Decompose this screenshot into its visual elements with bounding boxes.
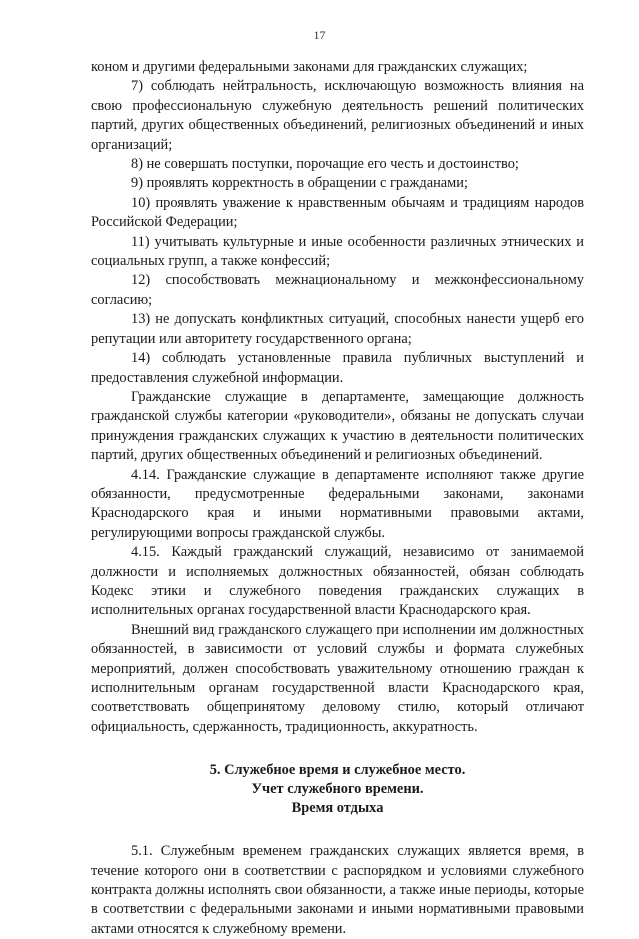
paragraph: 12) способствовать межнациональному и межконфессиональному согласию; xyxy=(91,272,584,308)
paragraph-group-bottom xyxy=(91,842,584,939)
paragraph: 8) не совершать поступки, порочащие его честь и достоинство; xyxy=(131,156,519,173)
document-body xyxy=(91,58,584,939)
paragraph: 4.14. Гражданские служащие в департаменте исполняют также другие обязанности, предусмотренные федеральными законами, законами Краснодарского края и иными нормативными правовыми актами, регулирующими вопросы гражданской службы. xyxy=(91,466,584,541)
paragraph: 14) соблюдать установленные правила публичных выступлений и предоставления служебной информации. xyxy=(91,350,584,386)
paragraph: 11) учитывать культурные и иные особенности различных этнических и социальных групп, а также конфессий; xyxy=(91,233,584,270)
paragraph: 10) проявлять уважение к нравственным обычаям и традициям народов Российской Федерации; xyxy=(91,194,584,231)
paragraph: 13) не допускать конфликтных ситуаций, способных нанести ущерб его репутации или авторитету государственного органа; xyxy=(91,311,584,347)
paragraph: Гражданские служащие в департаменте, замещающие должность гражданской службы категории «руководители», обязаны не допускать случаи принуждения гражданских служащих к участию в деятельности политических партий, других общественных объединений и религиозных объединений. xyxy=(91,388,584,464)
paragraph: коном и другими федеральными законами для гражданских служащих; xyxy=(91,59,528,75)
section-heading-line-3: Время отдыха xyxy=(291,800,384,817)
paragraph: 5.1. Служебным временем гражданских служащих является время, в течение которого они в соответствии с распорядком и условиями служебного контракта должны исполнять свои обязанности, а также иные периоды, которые в соответствии с федеральными законами и иными нормативными правовыми актами относятся к служебному времени. xyxy=(91,843,584,937)
paragraph: 9) проявлять корректность в обращении с гражданами; xyxy=(131,175,468,192)
section-heading xyxy=(91,761,584,818)
section-heading-line-2: Учет служебного времени. xyxy=(251,781,424,798)
page-number: 17 xyxy=(313,28,326,42)
paragraph: Внешний вид гражданского служащего при исполнении им должностных обязанностей, в зависимости от условий службы и формата служебных мероприятий, должен способствовать уважительному отношению граждан к исполнительным органам государственной власти Краснодарского края, соответствовать общепринятому деловому стилю, который отличают официальность, сдержанность, традиционность, аккуратность. xyxy=(91,621,584,735)
paragraph-group-top xyxy=(91,58,584,737)
paragraph: 7) соблюдать нейтральность, исключающую возможность влияния на свою профессиональную служебную деятельность решений политических партий, других общественных объединений, религиозных объединений и иных организаций; xyxy=(91,78,584,153)
paragraph: 4.15. Каждый гражданский служащий, независимо от занимаемой должности и исполняемых должностных обязанностей, обязан соблюдать Кодекс этики и служебного поведения гражданских служащих в исполнительных органах государственной власти Краснодарского края. xyxy=(91,544,584,619)
section-heading-line-1: 5. Служебное время и служебное место. xyxy=(209,762,466,779)
